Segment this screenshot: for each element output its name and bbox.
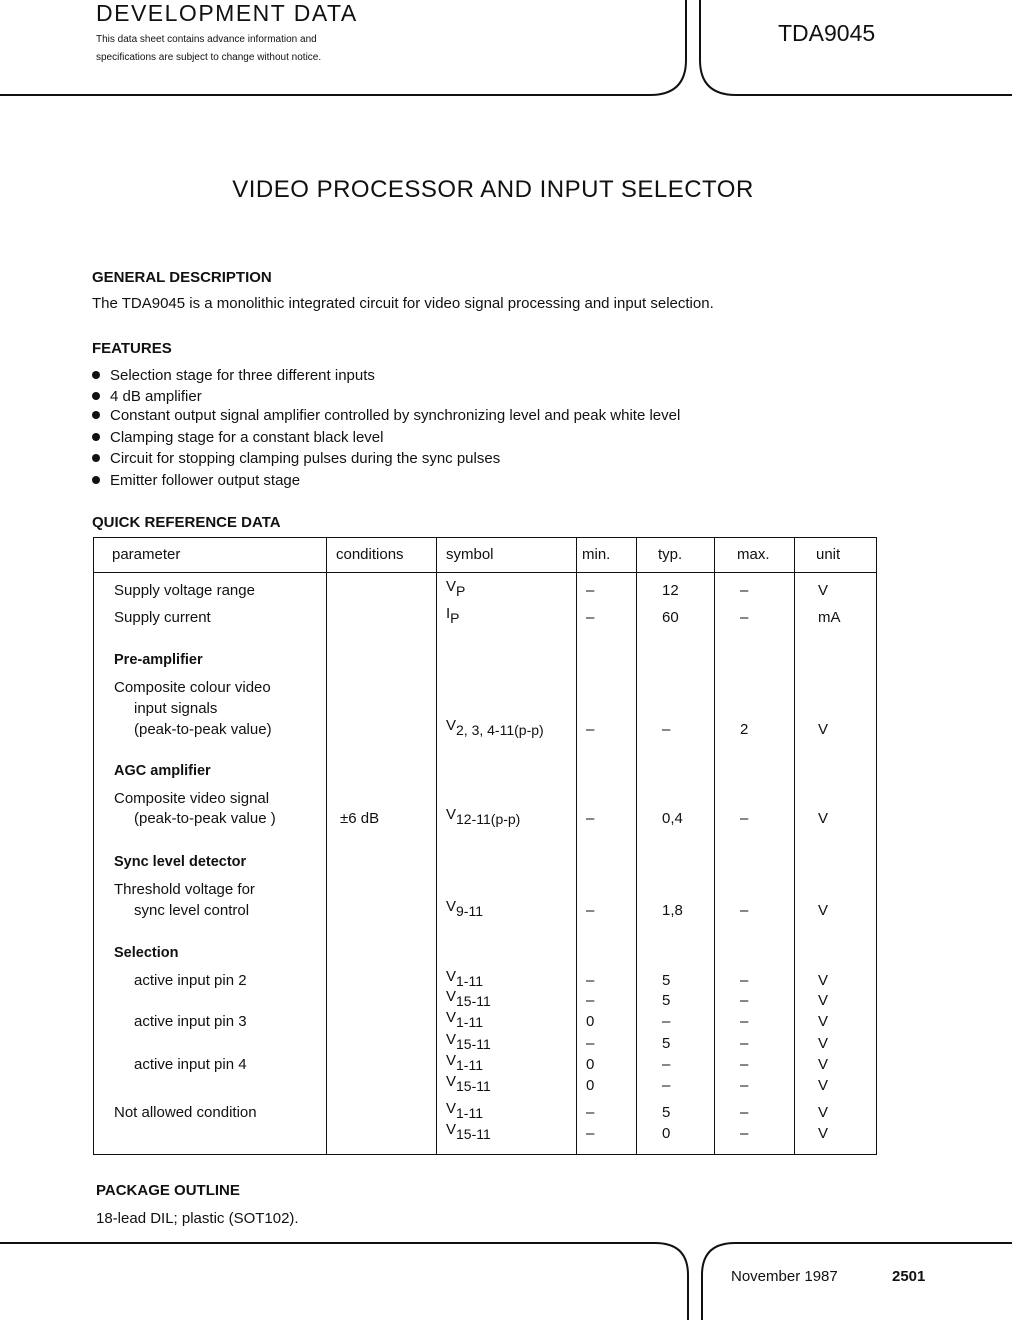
cell-symbol [446,1100,483,1121]
cell-unit: V [818,1056,829,1073]
general-description-heading: GENERAL DESCRIPTION [92,269,272,286]
cell-typ: 60 [662,609,679,626]
package-outline-heading: PACKAGE OUTLINE [96,1182,240,1199]
symbol-subscript: 1-11 [456,1014,483,1030]
symbol-subscript: 1-11 [456,1105,483,1121]
cell-symbol [446,1121,491,1142]
cell-max: – [740,902,749,919]
notice-line-1: This data sheet contains advance information and [96,34,317,45]
column-header-symbol: symbol [446,546,494,563]
cell-unit: V [818,1104,829,1121]
column-divider [576,538,577,1154]
symbol-base: V [446,1009,457,1026]
cell-parameter: Supply current [114,609,211,626]
column-divider [794,538,795,1154]
cell-typ: – [662,1056,671,1073]
cell-max: – [740,1077,749,1094]
symbol-base: V [446,1100,457,1117]
bullet-icon [92,392,100,400]
cell-parameter: (peak-to-peak value ) [134,810,276,827]
column-header-typ: typ. [658,546,683,563]
symbol-subscript: P [456,583,466,599]
cell-symbol [446,988,491,1009]
cell-min: – [586,609,595,626]
cell-parameter: Composite video signal [114,790,270,807]
symbol-base: V [446,1031,457,1048]
cell-symbol [446,1073,491,1094]
cell-min: 0 [586,1077,595,1094]
symbol-base: V [446,806,457,823]
symbol-subscript: 12-11(p-p) [456,811,521,827]
feature-item [92,450,500,467]
cell-symbol [446,1009,483,1030]
symbol-subscript: 1-11 [456,1057,483,1073]
package-outline-text: 18-lead DIL; plastic (SOT102). [96,1210,299,1227]
symbol-subscript: 2, 3, 4-11(p-p) [456,722,544,738]
feature-item [92,388,202,405]
bullet-icon [92,371,100,379]
footer-date: November 1987 [731,1268,838,1285]
cell-max: – [740,1035,749,1052]
quick-reference-table [93,537,877,1155]
column-divider [326,538,327,1154]
cell-typ: – [662,721,671,738]
cell-parameter: Pre-amplifier [114,652,203,668]
cell-min: – [586,1035,595,1052]
cell-symbol [446,1031,491,1052]
quick-reference-heading: QUICK REFERENCE DATA [92,514,281,531]
symbol-subscript: 15-11 [456,993,491,1009]
header-divider [94,572,876,573]
cell-max: 2 [740,721,749,738]
symbol-base: V [446,1073,457,1090]
cell-symbol [446,968,483,989]
cell-symbol [446,1052,483,1073]
bullet-icon [92,433,100,441]
cell-unit: V [818,582,829,599]
cell-parameter: Threshold voltage for [114,881,255,898]
cell-min: – [586,972,595,989]
bullet-icon [92,476,100,484]
cell-unit: V [818,810,829,827]
symbol-base: V [446,717,457,734]
cell-min: – [586,902,595,919]
cell-min: 0 [586,1056,595,1073]
column-header-conditions: conditions [336,546,404,563]
bullet-icon [92,411,100,419]
cell-unit: V [818,972,829,989]
cell-min: – [586,1104,595,1121]
cell-parameter: (peak-to-peak value) [134,721,272,738]
cell-unit: V [818,1035,829,1052]
cell-parameter: Sync level detector [114,854,247,870]
feature-text: Clamping stage for a constant black level [110,429,384,446]
symbol-base: V [446,988,457,1005]
feature-item [92,429,383,446]
document-title: VIDEO PROCESSOR AND INPUT SELECTOR [232,176,754,203]
notice-line-2: specifications are subject to change without notice. [96,52,322,63]
symbol-subscript: P [450,610,460,626]
cell-typ: 12 [662,582,679,599]
column-divider [636,538,637,1154]
symbol-base: V [446,1121,457,1138]
column-divider [714,538,715,1154]
cell-parameter: Supply voltage range [114,582,255,599]
cell-symbol [446,578,465,599]
symbol-subscript: 15-11 [456,1078,491,1094]
cell-min: – [586,810,595,827]
symbol-base: V [446,578,457,595]
cell-parameter: sync level control [134,902,250,919]
cell-typ: 0,4 [662,810,683,827]
cell-unit: mA [818,609,841,626]
cell-unit: V [818,1013,829,1030]
cell-conditions: ±6 dB [340,810,380,827]
cell-symbol [446,717,544,738]
symbol-base: V [446,1052,457,1069]
symbol-base: I [446,605,451,622]
cell-parameter: Not allowed condition [114,1104,257,1121]
cell-symbol [446,898,483,919]
column-header-unit: unit [816,546,841,563]
cell-max: – [740,810,749,827]
feature-item [92,407,680,424]
symbol-base: V [446,968,457,985]
column-header-parameter: parameter [112,546,181,563]
cell-min: – [586,992,595,1009]
general-description-text: The TDA9045 is a monolithic integrated circuit for video signal processing and input selection. [92,295,714,312]
cell-parameter: input signals [134,700,218,717]
cell-parameter: Composite colour video [114,679,271,696]
bullet-icon [92,454,100,462]
cell-max: – [740,582,749,599]
cell-typ: – [662,1077,671,1094]
feature-text: Emitter follower output stage [110,472,301,489]
cell-unit: V [818,721,829,738]
feature-text: 4 dB amplifier [110,388,202,405]
cell-max: – [740,972,749,989]
symbol-subscript: 15-11 [456,1126,491,1142]
page-number: 2501 [892,1268,926,1285]
cell-min: – [586,721,595,738]
cell-parameter: AGC amplifier [114,763,211,779]
cell-typ: 5 [662,1104,671,1121]
feature-text: Constant output signal amplifier controlled by synchronizing level and peak white level [110,407,681,424]
cell-max: – [740,1125,749,1142]
cell-parameter: active input pin 3 [134,1013,247,1030]
cell-parameter: active input pin 4 [134,1056,247,1073]
column-header-min: min. [582,546,611,563]
column-divider [436,538,437,1154]
symbol-base: V [446,898,457,915]
cell-unit: V [818,1077,829,1094]
cell-typ: 1,8 [662,902,683,919]
cell-symbol [446,806,520,827]
cell-unit: V [818,902,829,919]
cell-max: – [740,1056,749,1073]
cell-typ: – [662,1013,671,1030]
column-header-max: max. [737,546,770,563]
cell-typ: 5 [662,992,671,1009]
cell-max: – [740,1013,749,1030]
cell-parameter: Selection [114,945,179,961]
symbol-subscript: 9-11 [456,903,483,919]
symbol-subscript: 1-11 [456,973,483,989]
feature-text: Selection stage for three different inputs [110,367,375,384]
cell-max: – [740,609,749,626]
cell-typ: 0 [662,1125,671,1142]
cell-max: – [740,992,749,1009]
features-heading: FEATURES [92,340,172,357]
cell-symbol [446,605,460,626]
cell-min: – [586,1125,595,1142]
feature-item [92,367,375,384]
feature-text: Circuit for stopping clamping pulses during the sync pulses [110,450,501,467]
cell-unit: V [818,1125,829,1142]
cell-min: – [586,582,595,599]
cell-max: – [740,1104,749,1121]
cell-unit: V [818,992,829,1009]
part-number: TDA9045 [778,20,876,46]
feature-item [92,472,300,489]
symbol-subscript: 15-11 [456,1036,491,1052]
cell-parameter: active input pin 2 [134,972,247,989]
development-data-banner: DEVELOPMENT DATA [96,0,358,26]
cell-typ: 5 [662,972,671,989]
cell-typ: 5 [662,1035,671,1052]
cell-min: 0 [586,1013,595,1030]
